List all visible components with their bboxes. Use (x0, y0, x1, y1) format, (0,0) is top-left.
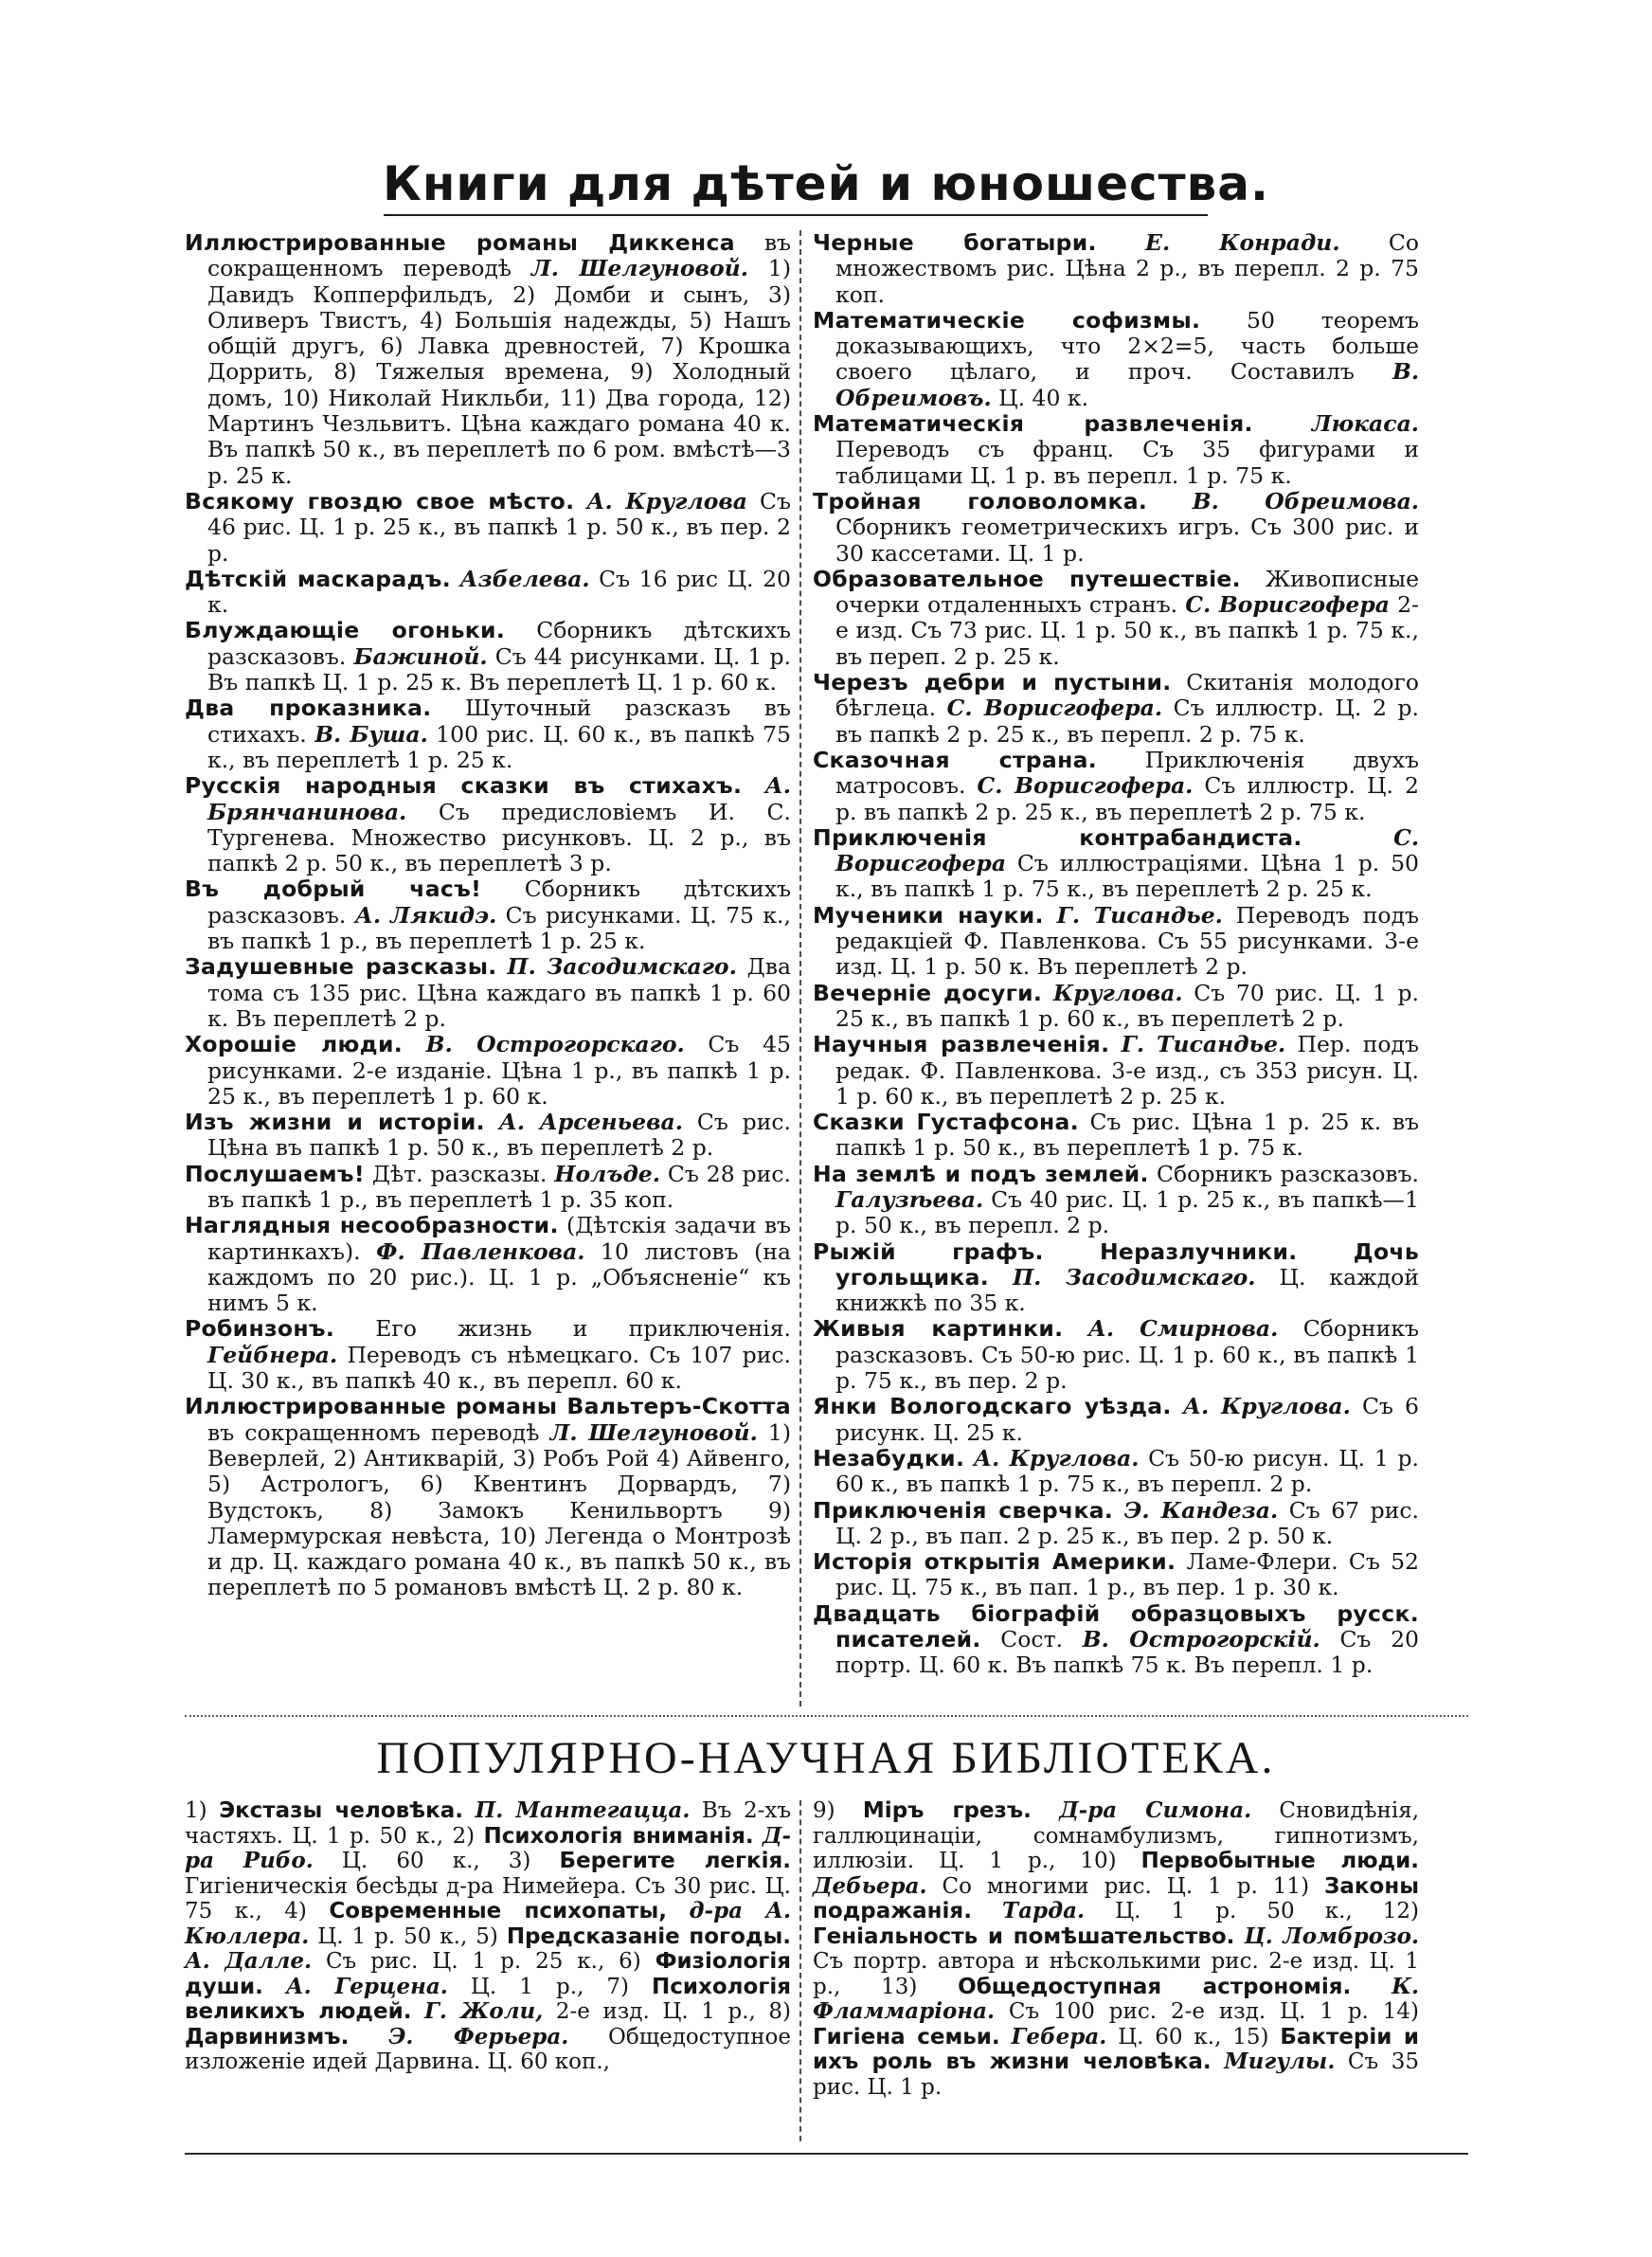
book-author: Г. Тисандье. (1121, 1031, 1286, 1058)
book-description: Его жизнь и приключенія. (334, 1315, 791, 1343)
book-title: Приключенія контрабандиста. (813, 823, 1302, 851)
book-title: Математическіе софизмы. (813, 306, 1201, 334)
books-column-right (813, 230, 1419, 1679)
book-description (964, 1445, 974, 1472)
book-entry (185, 618, 791, 695)
book-description (1063, 1315, 1087, 1342)
book-details: Ц. 40 к. (991, 384, 1089, 411)
library-item-number: 1) (185, 1798, 207, 1823)
book-title: Робинзонъ. (185, 1315, 335, 1343)
book-entry (185, 1394, 791, 1600)
book-description (1113, 1497, 1124, 1524)
book-author: В. Острогорскій. (1082, 1626, 1320, 1653)
book-title: Сказочная страна. (813, 746, 1097, 773)
library-item-author: Дебьера. (813, 1872, 927, 1899)
library-item-title: Психологія великихъ людей. (185, 1974, 791, 2024)
library-item-title: Психологія вниманія. (483, 1823, 754, 1849)
book-entry (813, 670, 1419, 748)
book-details: Съ 45 рисунками. 2-е изданіе. Цѣна 1 р., въ папкѣ 1 р. 25 к., въ переплетѣ 1 р. 60 к. (207, 1031, 791, 1110)
book-description: (Дѣтскія задачи въ картинкахъ). (207, 1212, 791, 1265)
book-author: А. Смирнова. (1087, 1315, 1279, 1343)
book-description (1302, 824, 1393, 851)
library-item-details: Ц. 60 к., 3) (313, 1849, 531, 1873)
book-description (742, 772, 764, 799)
book-author: Нолъде. (554, 1160, 660, 1187)
book-details: Съ иллюстр. Ц. 2 р. въ папкѣ 2 р. 25 к., въ переплетѣ 2 р. 75 к. (835, 772, 1419, 825)
book-details: Сборникъ разсказовъ. Съ 50-ю рис. Ц. 1 р. 60 к., въ папкѣ 1 р. 75 к., въ пер. 2 р. (835, 1315, 1419, 1395)
book-author: Л. Шелгуновой. (530, 255, 748, 282)
book-details: Переводъ подъ редакціей Ф. Павленкова. Съ 55 рисунками. 3-е изд. Ц. 1 р. 50 к. Въ переплетѣ 2 р. (835, 901, 1419, 981)
book-title: Научныя развлеченія. (813, 1031, 1110, 1058)
book-details: Сборникъ геометрическихъ игръ. Съ 300 рис. и 30 кассетами. Ц. 1 р. (835, 514, 1419, 567)
library-item-author: Д-ра Симона. (1059, 1797, 1252, 1823)
book-details: Съ 44 рисунками. Ц. 1 р. Въ папкѣ Ц. 1 р. 25 к. Въ переплетѣ Ц. 1 р. 60 к. (207, 642, 791, 696)
book-description (1097, 229, 1145, 256)
book-entry (185, 230, 791, 489)
book-details: Переводъ съ нѣмецкаго. Съ 107 рис. Ц. 30 к., въ папкѣ 40 к., въ перепл. 60 к. (207, 1341, 791, 1395)
book-details: Ц. каждой книжкѣ по 35 к. (835, 1263, 1419, 1317)
book-author: Г. Тисандье. (1056, 901, 1223, 929)
book-details: Съ 67 рис. Ц. 2 р., въ пап. 2 р. 25 к., въ пер. 2 р. 50 к. (835, 1496, 1419, 1549)
book-description: Ламе-Флери. Съ 52 рис. Ц. 75 к., въ пап. 1 р., въ пер. 1 р. 30 к. (835, 1548, 1419, 1601)
book-entry (813, 1110, 1419, 1162)
book-details: Съ 40 рис. Ц. 1 р. 25 к., въ папкѣ—1 р. 50 к., въ перепл. 2 р. (835, 1185, 1419, 1239)
library-item-details: Ц. 1 р. 50 к., 5) (309, 1923, 498, 1949)
library-item-title: Гигіена семьи. (813, 2024, 1000, 2049)
book-author: С. Ворисгофера. (946, 695, 1163, 722)
book-details: Со множествомъ рис. Цѣна 2 р., въ перепл. 2 р. 75 коп. (835, 229, 1419, 308)
book-description (1147, 488, 1193, 515)
book-entry (813, 230, 1419, 308)
library-item-author: А. Далле. (185, 1948, 313, 1974)
book-entry (185, 773, 791, 876)
book-title: Двадцать біографій образцовыхъ русск. писателей. (813, 1599, 1419, 1653)
library-item-details: 2-е изд. Ц. 1 р., 8) (543, 1999, 792, 2024)
library-item-details: Общедоступное изложеніе идей Дарвина. Ц. 60 коп., (185, 2024, 791, 2074)
book-description: Шуточный разсказъ въ стихахъ. (207, 695, 791, 748)
book-details: Съ предисловіемъ И. С. Тургенева. Множество рисунковъ. Ц. 2 р., въ папкѣ 2 р. 50 к., въ переплетѣ 3 р. (207, 798, 791, 877)
book-author: В. Обреимовъ. (835, 358, 1419, 411)
library-item-author: Д-ра Рибо. (185, 1822, 792, 1873)
book-author: Галузѣева. (835, 1185, 984, 1213)
library-item-author: Ц. Ломброзо. (1244, 1923, 1420, 1949)
library-item-title: Бактеріи и ихъ роль въ жизни человѣка. (813, 2024, 1420, 2074)
book-author: В. Буша. (314, 720, 428, 748)
book-description (1042, 980, 1053, 1006)
book-author: А. Круглова. (1182, 1393, 1351, 1420)
book-title: Блуждающіе огоньки. (185, 617, 506, 644)
book-description (1253, 410, 1312, 437)
book-entry (185, 876, 791, 954)
book-title: Приключенія сверчка. (813, 1496, 1114, 1524)
book-details: Два тома съ 135 рис. Цѣна каждаго въ папкѣ 1 р. 60 к. Въ переплетѣ 2 р. (207, 953, 791, 1032)
book-description (1109, 1031, 1121, 1057)
book-entry (813, 1162, 1419, 1239)
book-description: Сборникъ разсказовъ. (1148, 1160, 1419, 1187)
book-details: Съ 28 рис. въ папкѣ 1 р., въ переплетѣ 1 р. 35 коп. (207, 1160, 791, 1213)
book-author: А. Круглова. (973, 1444, 1140, 1472)
book-entry (813, 567, 1419, 670)
book-details: Съ иллюстр. Ц. 2 р. въ папкѣ 2 р. 25 к., въ перепл. 2 р. 75 к. (835, 695, 1420, 748)
library-item-title: Физіологія души. (185, 1949, 791, 1999)
library-column-divider (799, 1800, 801, 2141)
book-description: Приключенія двухъ матросовъ. (835, 746, 1419, 800)
book-entry (185, 954, 791, 1032)
book-title: Въ добрый часъ! (185, 876, 482, 903)
book-author: Гейбнера. (207, 1341, 338, 1368)
book-description: Дѣт. разсказы. (364, 1160, 555, 1187)
library-item-title: Экстазы человѣка. (219, 1798, 463, 1823)
book-description: Сборникъ дѣтскихъ разсказовъ. (207, 617, 791, 670)
library-item-title: Первобытные люди. (1140, 1849, 1419, 1873)
book-description (1172, 1393, 1183, 1419)
library-item-author: д-ра А. Кюллера. (185, 1898, 792, 1949)
book-description: Живописные очерки отдаленныхъ странъ. (835, 565, 1419, 619)
library-item-author: Гебера. (1011, 2023, 1107, 2049)
book-entry (813, 981, 1419, 1033)
book-entry (813, 308, 1419, 411)
book-author: Э. Кандеза. (1123, 1496, 1279, 1524)
book-author: А. Арсеньева. (498, 1109, 683, 1136)
book-author: Круглова. (1052, 979, 1183, 1006)
book-title: Русскія народныя сказки въ стихахъ. (185, 772, 743, 800)
book-description (451, 566, 460, 592)
library-item-author: Г. Жоли, (424, 1998, 544, 2024)
book-title: Изъ жизни и исторіи. (185, 1109, 485, 1136)
book-entry (185, 567, 791, 619)
book-author: С. Ворисгофера (835, 823, 1419, 877)
book-title: Всякому гвоздю свое мѣсто. (185, 487, 575, 515)
book-author: П. Засодимскаго. (1012, 1263, 1256, 1291)
column-divider (799, 230, 801, 1706)
book-description: Съ рис. Цѣна 1 р. 25 к. въ папкѣ 1 р. 50 к., въ переплетѣ 1 р. 75 к. (835, 1109, 1419, 1162)
book-title: Образовательное путешествіе. (813, 565, 1241, 592)
library-column-right (813, 1798, 1419, 2100)
book-author: А. Круглова (586, 487, 748, 515)
library-item-title: Общедоступная астрономія. (958, 1974, 1352, 1999)
book-description: въ сокращенномъ переводѣ (207, 1418, 550, 1446)
book-details: 100 рис. Ц. 60 к., въ папкѣ 75 к., въ переплетѣ 1 р. 25 к. (207, 720, 792, 773)
book-author: Азбелева. (459, 565, 590, 592)
book-title: Два проказника. (185, 695, 432, 722)
library-item-details: Съ 35 рис. Ц. 1 р. (813, 2049, 1420, 2100)
book-title: Задушевные разсказы. (185, 953, 497, 981)
library-item-title: Предсказаніе погоды. (506, 1923, 791, 1949)
library-item-details: Ц. 1 р. 50 к., 12) (1085, 1899, 1420, 1923)
book-details: Переводъ съ франц. Съ 35 фигурами и таблицами Ц. 1 р. въ перепл. 1 р. 75 к. (835, 436, 1419, 489)
book-details: Съ 50-ю рисун. Ц. 1 р. 60 к., въ папкѣ 1 р. 75 к., въ перепл. 2 р. (835, 1444, 1419, 1498)
book-entry (813, 1446, 1419, 1498)
library-item-details: Сновидѣнія, галлюцинаціи, сомнамбулизмъ, гипнотизмъ, иллюзіи. Ц. 1 р., 10) (813, 1798, 1420, 1873)
book-entry (813, 1549, 1419, 1601)
book-title: Тройная головоломка. (813, 487, 1148, 515)
section-separator (185, 1715, 1468, 1717)
library-item-details: Со многими рис. Ц. 1 р. 11) (926, 1873, 1310, 1899)
book-author: В. Обреимова. (1192, 487, 1419, 515)
book-title: Черные богатыри. (813, 229, 1097, 256)
library-item-details: Ц. 1 р., 7) (447, 1974, 629, 1999)
library-item-title: Законы подражанія. (813, 1873, 1420, 1923)
book-description (1044, 902, 1057, 929)
library-item-author: Э. Ферьера. (388, 2023, 569, 2049)
book-title: Дѣтскій маскарадъ. (185, 565, 451, 592)
book-entry (813, 903, 1419, 981)
book-title: На землѣ и подъ землей. (813, 1160, 1149, 1187)
section-heading: Книги для дѣтей и юношества. (383, 156, 1269, 211)
book-entry (185, 1110, 791, 1162)
library-item-author: А. Герцена. (285, 1973, 448, 1999)
library-item-details: Ц. 60 к., 15) (1106, 2024, 1269, 2049)
book-details: Пер. подъ редак. Ф. Павленкова. 3-е изд., съ 353 рисун. Ц. 1 р. 60 к., въ переплетѣ 2 р. 25 к. (835, 1031, 1419, 1110)
book-title: Иллюстрированные романы Вальтеръ-Скотта (185, 1393, 791, 1420)
book-title: Математическія развлеченія. (813, 410, 1253, 438)
book-author: П. Засодимскаго. (507, 953, 737, 981)
library-item-details: Съ портр. автора и нѣсколькими рис. 2-е изд. Ц. 1 р., 13) (813, 1949, 1419, 1999)
book-description (497, 953, 508, 980)
book-entry (813, 825, 1419, 903)
book-entry (185, 1316, 791, 1394)
book-title: Живыя картинки. (813, 1315, 1064, 1343)
book-entry (185, 695, 791, 773)
book-description: 50 теоремъ доказывающихъ, что 2×2=5, часть больше своего цѣлаго, и проч. Составилъ (835, 306, 1419, 386)
book-entry (813, 748, 1419, 825)
book-entry (813, 1239, 1419, 1317)
book-details: 1) Давидъ Копперфильдъ, 2) Домби и сынъ, 3) Оливеръ Твистъ, 4) Большія надежды, 5) Нашъ общій другъ, 6) Лавка древностей, 7) Крошка Доррить, 8) Тяжелыя времена, 9) Холодный домъ, 10) Николай Никльби, 11) Два города, 12) Мартинъ Чезльвитъ. Цѣна каждаго романа 40 к. Въ папкѣ 50 к., въ переплетѣ по 6 ром. вмѣстѣ—3 р. 25 к. (207, 255, 791, 489)
book-title: Черезъ дебри и пустыни. (813, 669, 1172, 696)
book-title: Янки Вологодскаго уѣзда. (813, 1393, 1172, 1420)
library-item-details: Съ рис. Ц. 1 р. 25 к., 6) (312, 1949, 641, 1974)
library-item-details: Съ 100 рис. 2-е изд. Ц. 1 р. 14) (995, 1999, 1419, 2024)
book-entry (813, 1498, 1419, 1550)
book-author: Л. Шелгуновой. (549, 1418, 758, 1446)
library-item-number: 9) (813, 1798, 835, 1823)
book-description (989, 1264, 1013, 1291)
book-author: Ф. Павленкова. (376, 1237, 585, 1265)
book-title: Послушаемъ! (185, 1160, 365, 1187)
book-author: С. Ворисгофера (1185, 591, 1390, 619)
library-item-details: Въ 2-хъ частяхъ. Ц. 1 р. 50 к., 2) (185, 1798, 792, 1849)
book-details: Съ рисунками. Ц. 75 к., въ папкѣ 1 р., въ переплетѣ 1 р. 25 к. (207, 901, 791, 955)
library-item-author: К. Фламмаріона. (813, 1973, 1419, 2024)
book-description (403, 1031, 426, 1057)
book-description: Скитанія молодого бѣглеца. (835, 669, 1419, 722)
book-title: Сказки Густафсона. (813, 1109, 1079, 1136)
book-details: 1) Веверлей, 2) Антикварій, 3) Робъ Рой 4) Айвенго, 5) Астрологъ, 6) Квентинъ Дорвардъ, 7) Вудстокъ, 8) Замокъ Кенильвортъ 9) Ламермурская невѣста, 10) Легенда о Монтрозѣ и др. Ц. каждаго романа 40 к., въ папкѣ 50 к., въ переплетѣ по 5 романовъ вмѣстѣ Ц. 2 р. 80 к. (207, 1418, 791, 1601)
book-title: Рыжій графъ. Неразлучники. Дочь угольщика. (813, 1237, 1419, 1291)
book-entry (185, 1032, 791, 1110)
book-author: Бажиной. (353, 642, 488, 670)
library-item-details: Гигіеническія бесѣды д-ра Нимейера. Съ 30 рис. Ц. 75 к., 4) (185, 1873, 791, 1923)
book-description (485, 1109, 499, 1135)
book-description: въ сокращенномъ переводѣ (207, 229, 792, 282)
book-entry (813, 1316, 1419, 1394)
books-column-left (185, 230, 791, 1601)
book-title: Хорошіе люди. (185, 1031, 403, 1058)
book-entry (813, 411, 1419, 489)
book-author: Е. Конради. (1145, 229, 1340, 256)
library-item-author: П. Мантегацца. (475, 1797, 691, 1823)
library-heading: ПОПУЛЯРНО-НАУЧНАЯ БИБЛІОТЕКА. (376, 1733, 1276, 1783)
bottom-rule (185, 2153, 1468, 2155)
book-entry (813, 1601, 1419, 1679)
book-details: Съ 20 портр. Ц. 60 к. Въ папкѣ 75 к. Въ перепл. 1 р. (835, 1626, 1419, 1679)
book-entry (813, 1032, 1419, 1110)
book-details: Съ иллюстраціями. Цѣна 1 р. 50 к., въ папкѣ 1 р. 75 к., въ переплетѣ 2 р. 25 к. (835, 850, 1419, 903)
library-item-title: Берегите легкія. (559, 1849, 792, 1873)
book-details: Съ 46 рис. Ц. 1 р. 25 к., въ папкѣ 1 р. 50 к., въ пер. 2 р. (207, 487, 791, 567)
book-title: Иллюстрированные романы Диккенса (185, 229, 735, 256)
book-title: Мученики науки. (813, 901, 1044, 929)
book-title: Незабудки. (813, 1444, 965, 1472)
book-entry (185, 1162, 791, 1214)
heading-rule (384, 214, 1208, 216)
book-entry (813, 489, 1419, 567)
book-description: Сборникъ дѣтскихъ разсказовъ. (207, 876, 791, 929)
book-details: Съ 6 рисунк. Ц. 25 к. (835, 1393, 1419, 1446)
book-author: Люкаса. (1311, 410, 1419, 438)
book-entry (185, 489, 791, 567)
book-entry (813, 1394, 1419, 1446)
book-author: С. Ворисгофера. (977, 772, 1194, 800)
book-entry (185, 1213, 791, 1316)
book-title: Исторія открытія Америки. (813, 1548, 1176, 1576)
library-item-author: Мигулы. (1224, 2049, 1336, 2074)
library-column-left (185, 1798, 791, 2075)
book-details: Съ рис. Цѣна въ папкѣ 1 р. 50 к., въ переплетѣ 2 р. (207, 1109, 791, 1162)
book-title: Вечерніе досуги. (813, 979, 1043, 1006)
book-details: 10 листовъ (на каждомъ по 20 рис.). Ц. 1 р. „Объясненіе“ къ нимъ 5 к. (207, 1237, 791, 1317)
book-description (574, 488, 586, 515)
book-details: Съ 16 рис Ц. 20 к. (207, 565, 791, 619)
library-item-title: Геніальность и помѣшательство. (813, 1923, 1235, 1949)
book-description: Сост. (980, 1626, 1083, 1653)
book-author: А. Брянчанинова. (207, 772, 791, 825)
library-item-title: Современные психопаты, (329, 1899, 668, 1923)
book-author: В. Острогорскаго. (425, 1031, 685, 1058)
book-author: А. Лякидэ. (354, 901, 497, 929)
library-item-title: Дарвинизмъ. (185, 2024, 350, 2049)
book-details: 2-е изд. Съ 73 рис. Ц. 1 р. 50 к., въ папкѣ 1 р. 75 к., въ переп. 2 р. 25 к. (835, 591, 1419, 670)
library-item-title: Міръ грезъ. (862, 1798, 1032, 1823)
library-item-author: Тарда. (1002, 1898, 1086, 1923)
book-details: Съ 70 рис. Ц. 1 р. 25 к., въ папкѣ 1 р. 60 к., въ переплетѣ 2 р. (835, 979, 1420, 1032)
book-title: Наглядныя несообразности. (185, 1212, 559, 1239)
